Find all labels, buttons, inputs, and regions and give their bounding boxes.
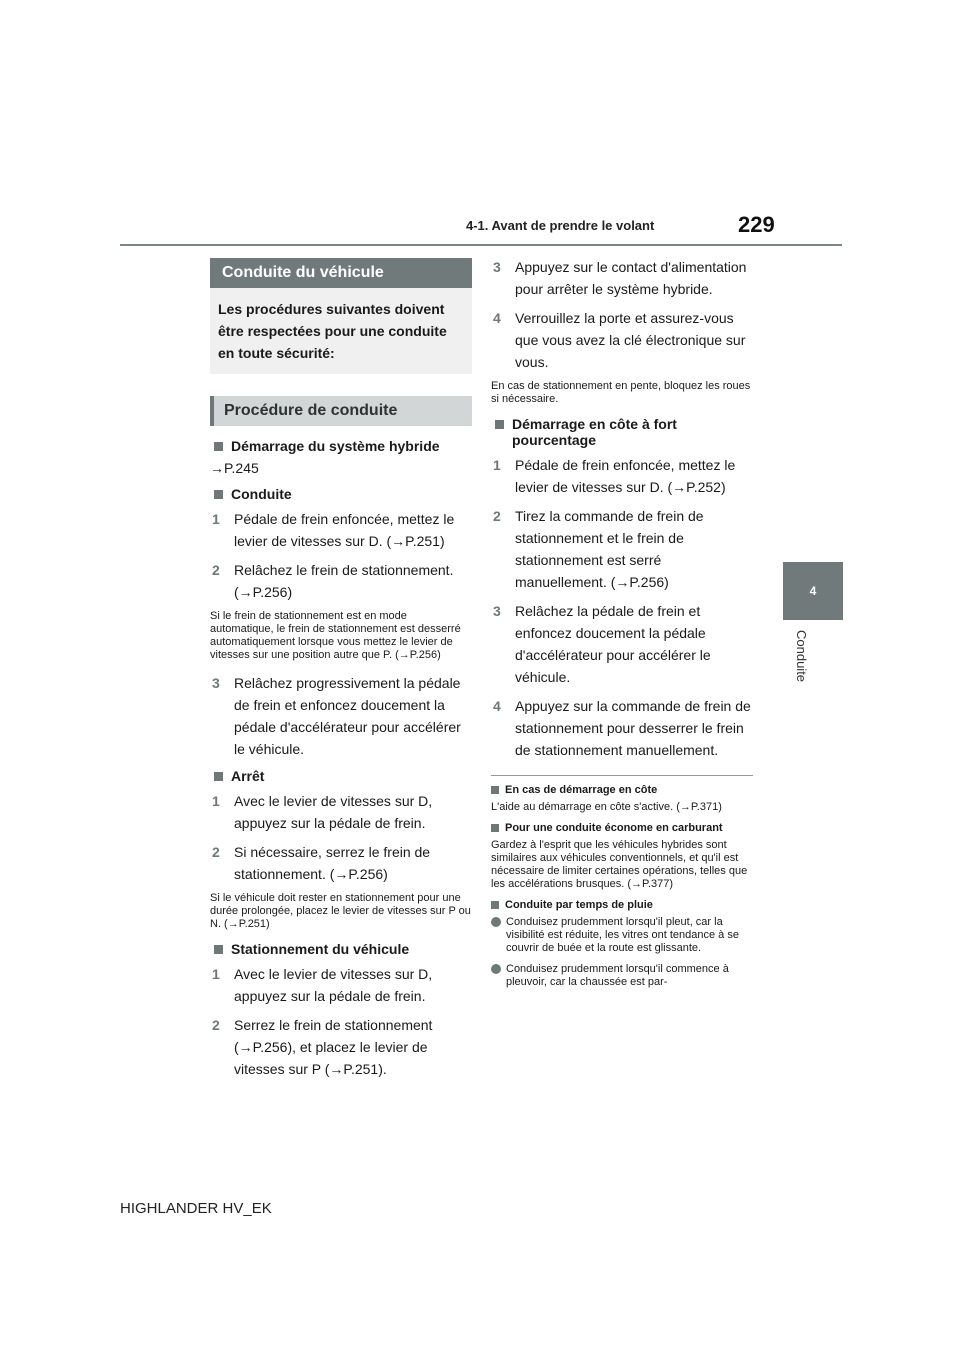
step: 1 Pédale de frein enfoncée, mettez le levier de vitesses sur D. (→P.251): [212, 511, 455, 549]
note-text: Gardez à l'esprit que les véhicules hybrides sont similaires aux véhicules conventionnels, et qu'il est nécessaire de limiter certaines opérations, telles que les accélérations brusques. (→P.377): [491, 839, 748, 890]
step: 3 Relâchez la pédale de frein et enfoncez doucement la pédale d'accélérateur pour accélérer le véhicule.: [493, 603, 711, 685]
square-bullet-icon: [214, 772, 223, 781]
square-bullet-icon: [491, 786, 499, 794]
square-bullet-icon: [214, 490, 223, 499]
step: 2 Si nécessaire, serrez le frein de stationnement. (→P.256): [212, 844, 431, 882]
step: 2 Relâchez le frein de stationnement. (→P.256): [212, 562, 454, 600]
header-rule: [120, 244, 842, 246]
bullet-item: Conduisez prudemment lorsqu'il pleut, car la visibilité est réduite, les vitres ont tendance à se couvrir de buée et la route est glissante.: [491, 916, 753, 955]
step: 2 Serrez le frein de stationnement (→P.256), et placez le levier de vitesses sur P (→P.251).: [212, 1017, 433, 1077]
note-heading: Pour une conduite économe en carburant: [491, 822, 753, 835]
square-bullet-icon: [491, 901, 499, 909]
step: 1 Avec le levier de vitesses sur D, appuyez sur la pédale de frein.: [212, 966, 433, 1004]
step: 1 Avec le levier de vitesses sur D, appuyez sur la pédale de frein.: [212, 793, 433, 831]
bullet-item: Conduisez prudemment lorsqu'il commence à pleuvoir, car la chaussée est par-: [491, 963, 753, 989]
section-heading-driving: Conduite du véhicule: [210, 258, 472, 288]
page-reference: →P.245: [210, 460, 259, 476]
footer-model: HIGHLANDER HV_EK: [120, 1200, 272, 1217]
note: En cas de stationnement en pente, bloquez les roues si nécessaire.: [491, 380, 751, 405]
chapter-label: Conduite: [794, 630, 809, 683]
note-heading: Conduite par temps de pluie: [491, 899, 753, 912]
step: 2 Tirez la commande de frein de stationnement et le frein de stationnement est serré manuellement. (→P.256): [493, 508, 704, 590]
section-heading-procedure: Procédure de conduite: [210, 396, 472, 426]
square-bullet-icon: [214, 442, 223, 451]
subheading-hill-start: Démarrage en côte à fort pourcentage: [491, 416, 753, 448]
chapter-tab[interactable]: [783, 562, 843, 620]
right-column: [491, 256, 753, 997]
page-number: 229: [738, 212, 775, 237]
subheading-stop: Arrêt: [210, 768, 472, 784]
square-bullet-icon: [491, 824, 499, 832]
note: Si le frein de stationnement est en mode automatique, le frein de stationnement est desserré automatiquement lorsque vous mettez le levier de vitesses sur une position autre que P. (→P.256): [210, 610, 461, 661]
note: Si le véhicule doit rester en stationnement pour une durée prolongée, placez le levier de vitesses sur P ou N. (→P.251): [210, 892, 471, 930]
subheading-parking: Stationnement du véhicule: [210, 941, 472, 957]
left-column: [210, 258, 472, 1087]
notes-divider: [491, 775, 753, 776]
step: 3 Relâchez progressivement la pédale de frein et enfoncez doucement la pédale d'accélérateur pour accélérer le véhicule.: [212, 675, 461, 757]
step: 3 Appuyez sur le contact d'alimentation pour arrêter le système hybride.: [493, 259, 747, 297]
section-title: 4-1. Avant de prendre le volant: [466, 218, 655, 233]
step: 4 Appuyez sur la commande de frein de stationnement pour desserrer le frein de stationnement manuellement.: [493, 698, 751, 758]
circle-bullet-icon: [491, 964, 501, 974]
chapter-number: 4: [809, 584, 817, 598]
intro-text: Les procédures suivantes doivent être respectées pour une conduite en toute sécurité:: [210, 288, 472, 374]
note-heading: En cas de démarrage en côte: [491, 784, 753, 797]
subheading-driving: Conduite: [210, 486, 472, 502]
step: 1 Pédale de frein enfoncée, mettez le levier de vitesses sur D. (→P.252): [493, 457, 736, 495]
square-bullet-icon: [495, 420, 504, 429]
subheading-hybrid-start: Démarrage du système hybride: [210, 438, 472, 454]
circle-bullet-icon: [491, 917, 501, 927]
square-bullet-icon: [214, 945, 223, 954]
note-text: L'aide au démarrage en côte s'active. (→P.371): [491, 801, 722, 813]
step: 4 Verrouillez la porte et assurez-vous que vous avez la clé électronique sur vous.: [493, 310, 746, 370]
